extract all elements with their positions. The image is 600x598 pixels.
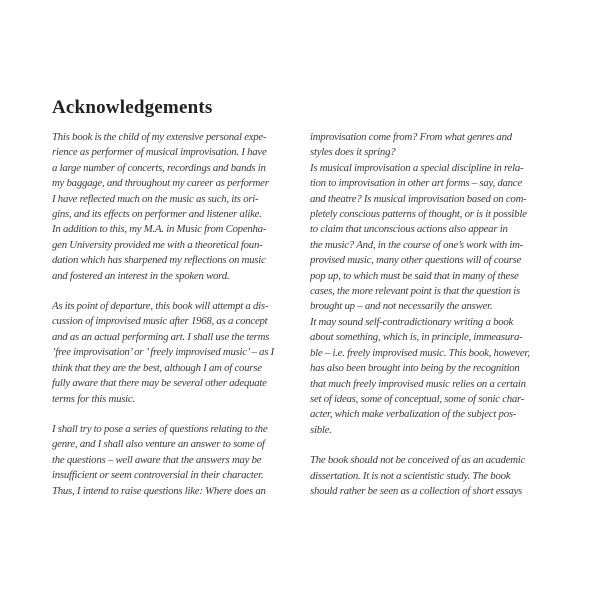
- text-line: and theatre? Is musical improvisation based on com-: [310, 192, 527, 205]
- text-line: and as an actual performing art. I shall use the terms: [52, 330, 270, 343]
- paragraph: [52, 130, 290, 284]
- text-line: ble – i.e. freely improvised music. This book, however,: [310, 346, 530, 359]
- text-line: should rather be seen as a collection of short essays: [310, 484, 522, 497]
- text-line: The book should not be conceived of as an academic: [310, 454, 526, 467]
- text-line: fully aware that there may be several other adequate: [52, 377, 267, 390]
- text-line: styles does it spring?: [310, 146, 396, 159]
- text-line: Is musical improvisation a special discipline in rela-: [310, 161, 524, 174]
- text-line: dissertation. It is not a scientistic study. The book: [310, 469, 511, 482]
- text-line: genre, and I shall also venture an answer to some of: [52, 438, 265, 451]
- text-line: improvisation come from? From what genres and: [310, 131, 512, 143]
- text-line: acter, which make verbalization of the subject pos-: [310, 408, 517, 421]
- text-line: I have reflected much on the music as such, its ori-: [52, 192, 259, 205]
- text-line: ’free improvisation’ or ’ freely improvised music’ – as I: [52, 346, 274, 359]
- text-line: the music? And, in the course of one’s work with im-: [310, 238, 524, 251]
- text-line: sible.: [310, 423, 332, 436]
- text-line: that much freely improvised music relies on a certain: [310, 377, 526, 390]
- page-title: Acknowledgements: [52, 97, 213, 118]
- text-line: cussion of improvised music after 1968, as a concept: [52, 315, 268, 328]
- text-line: rience as performer of musical improvisation. I have: [52, 146, 267, 159]
- text-line: brought up – and not necessarily the answer.: [310, 300, 493, 313]
- text-columns: [52, 130, 548, 499]
- text-line: cases, the more relevant point is that the question is: [310, 285, 521, 298]
- text-line: a large number of concerts, recordings and bands in: [52, 161, 266, 174]
- text-line: gins, and its effects on performer and listener alike.: [52, 208, 262, 221]
- text-line: and fostered an interest in the spoken word.: [52, 269, 230, 282]
- text-line: terms for this music.: [52, 392, 135, 405]
- paragraph: [52, 422, 290, 499]
- right-column: [310, 130, 548, 499]
- text-line: In addition to this, my M.A. in Music from Copenha-: [52, 223, 267, 236]
- text-line: As its point of departure, this book will attempt a dis-: [52, 300, 269, 313]
- text-line: insufficient or seem controversial in their character.: [52, 469, 264, 482]
- paragraph: [310, 130, 548, 438]
- text-line: This book is the child of my extensive personal expe-: [52, 131, 267, 143]
- text-line: think that they are the best, although I am of course: [52, 361, 262, 374]
- text-line: It may sound self-contradictionary writing a book: [310, 315, 514, 328]
- text-line: to claim that unconscious actions also appear in: [310, 223, 508, 236]
- text-line: my baggage, and throughout my career as performer: [52, 177, 269, 190]
- text-line: Thus, I intend to raise questions like: Where does an: [52, 484, 266, 497]
- text-line: I shall try to pose a series of questions relating to the: [52, 422, 268, 435]
- text-line: set of ideas, some of conceptual, some of sonic char-: [310, 392, 525, 405]
- text-line: gen University provided me with a theoretical foun-: [52, 238, 263, 251]
- text-line: about something, which is, in principle, immeasura-: [310, 331, 523, 344]
- text-line: the questions – well aware that the answers may be: [52, 453, 262, 466]
- text-line: provised music, many other questions will of course: [310, 254, 522, 267]
- text-line: pletely conscious patterns of thought, or is it possible: [310, 208, 527, 221]
- text-line: dation which has sharpened my reflections on music: [52, 254, 266, 267]
- text-line: tion to improvisation in other art forms – say, dance: [310, 177, 522, 190]
- text-line: pop up, to which must be said that in many of these: [310, 269, 519, 282]
- paragraph: [310, 453, 548, 499]
- text-line: has also been brought into being by the recognition: [310, 362, 520, 375]
- left-column: [52, 130, 290, 499]
- paragraph: [52, 299, 290, 407]
